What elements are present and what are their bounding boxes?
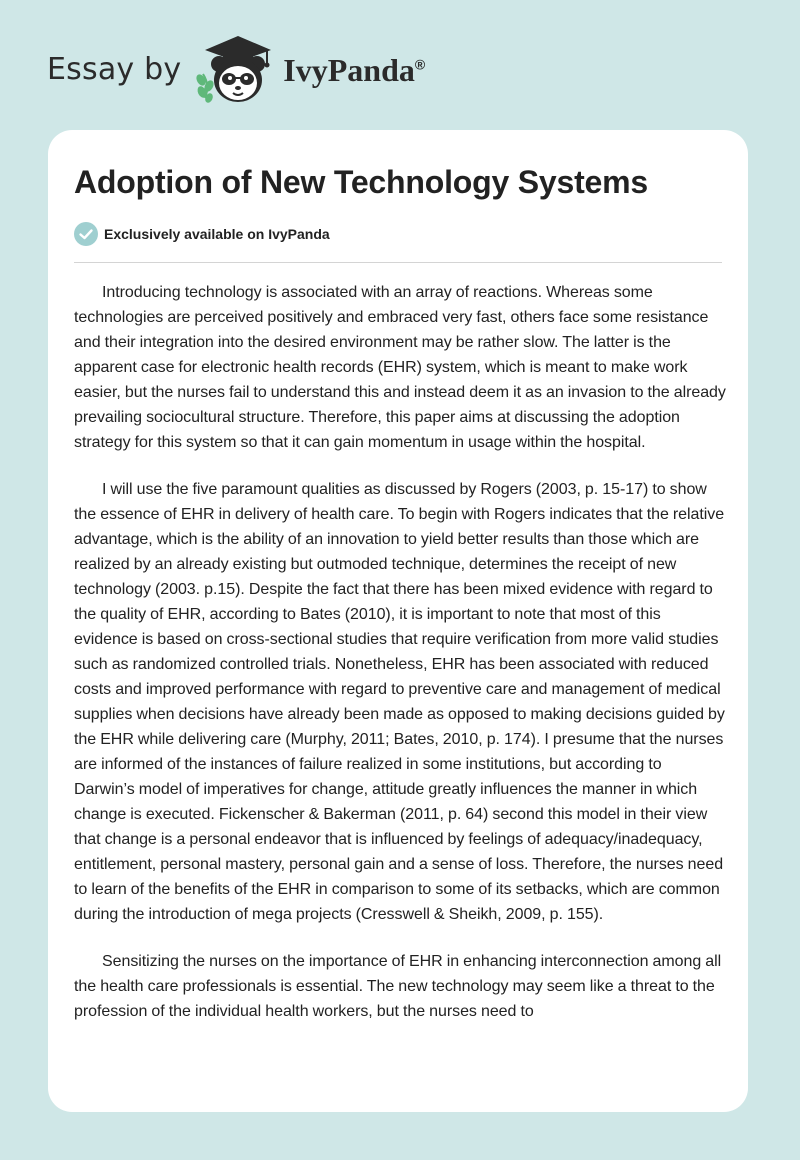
check-circle-icon xyxy=(74,222,98,246)
brand-name xyxy=(283,54,425,86)
title-divider xyxy=(74,262,722,263)
essay-body xyxy=(74,280,726,1046)
brand-name-text: IvyPanda xyxy=(283,52,415,88)
panda-graduate-icon xyxy=(195,30,281,110)
essay-paragraph: I will use the five paramount qualities as discussed by Rogers (2003, p. 15-17) to show the essence of EHR in delivery of health care. To begin with Rogers indicates that the relative advantage, which is the ability of an innovation to yield better results than those which are realized by an already existing but outmoded technique, determines the receipt of new technology (2003. p.15). Despite the fact that there has been mixed evidence with regard to the quality of EHR, according to Bates (2010), it is important to note that most of this evidence is based on cross-sectional studies that require verification from more valid studies such as randomized controlled trials. Nonetheless, EHR has been associated with reduced costs and improved performance with regard to preventive care and management of medical supplies when decisions have already been made as opposed to making decisions guided by the EHR while delivering care (Murphy, 2011; Bates, 2010, p. 174). I presume that the nurses are informed of the instances of failure realized in some institutions, but according to Darwin’s model of imperatives for change, attitude greatly influences the manner in which change is executed. Fickenscher & Bakerman (2011, p. 64) second this model in their view that change is a personal endeavor that is influenced by feelings of adequacy/inadequacy, entitlement, personal mastery, personal gain and a sense of loss. Therefore, the nurses need to learn of the benefits of the EHR in comparison to some of its setbacks, which are common during the introduction of mega projects (Cresswell & Sheikh, 2009, p. 155). xyxy=(74,481,725,923)
brand-registered-mark: ® xyxy=(414,56,426,73)
brand-prefix: Essay by xyxy=(47,52,182,87)
exclusive-badge xyxy=(74,222,330,246)
essay-paragraph: Introducing technology is associated with an array of reactions. Whereas some technologies are perceived positively and embraced very fast, others face some resistance and their integration into the desired environment may be rather slow. The latter is the apparent case for electronic health records (EHR) system, which is meant to make work easier, but the nurses fail to understand this and instead deem it as an invasion to the already prevailing sociocultural structure. Therefore, this paper aims at discussing the adoption strategy for this system so that it can gain momentum in usage within the hospital. xyxy=(74,284,726,451)
essay-card xyxy=(48,130,748,1112)
brand-logo-link[interactable] xyxy=(195,30,425,110)
page-title: Adoption of New Technology Systems xyxy=(74,164,648,200)
essay-paragraph: Sensitizing the nurses on the importance of EHR in enhancing interconnection among all the health care professionals is essential. The new technology may seem like a threat to the profession of the individual health workers, but the nurses need to xyxy=(74,953,722,1020)
site-header xyxy=(47,30,425,110)
exclusive-label: Exclusively available on IvyPanda xyxy=(104,226,330,242)
